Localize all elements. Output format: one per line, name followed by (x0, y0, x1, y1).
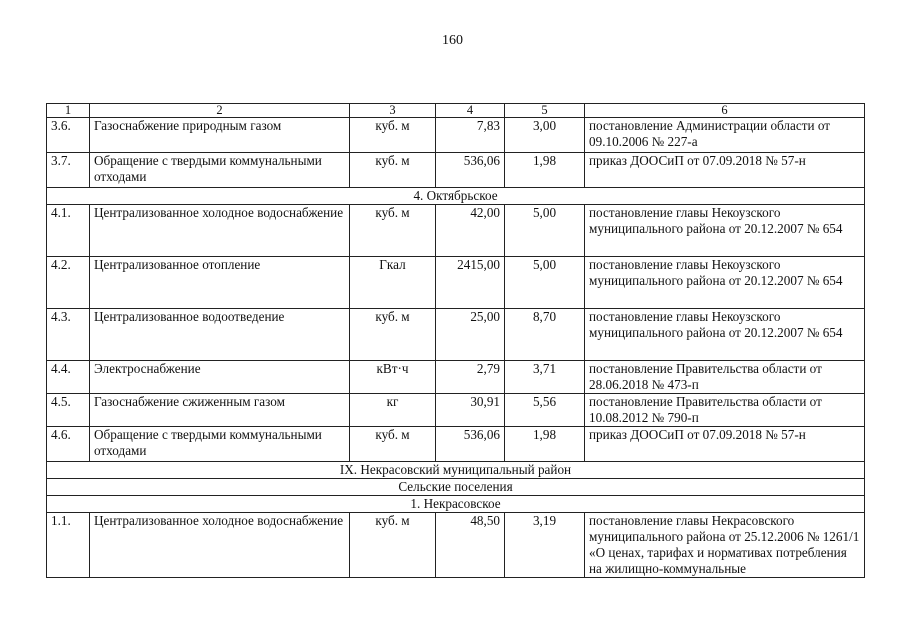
service-name: Газоснабжение природным газом (90, 118, 350, 153)
row-number: 1.1. (47, 513, 90, 578)
row-number: 3.6. (47, 118, 90, 153)
norm-value: 7,83 (436, 118, 505, 153)
service-name: Централизованное холодное водоснабжение (90, 513, 350, 578)
column-number: 1 (47, 104, 90, 118)
section-title: 1. Некрасовское (47, 496, 865, 513)
row-number: 4.3. (47, 309, 90, 361)
legal-basis: постановление главы Некоузского муниципального района от 20.12.2007 № 654 (585, 205, 865, 257)
index-value: 5,00 (505, 205, 585, 257)
index-value: 8,70 (505, 309, 585, 361)
norm-value: 25,00 (436, 309, 505, 361)
index-value: 1,98 (505, 153, 585, 188)
legal-basis: постановление Администрации области от 09.10.2006 № 227-а (585, 118, 865, 153)
index-value: 1,98 (505, 427, 585, 462)
index-value: 5,00 (505, 257, 585, 309)
table-row (47, 427, 865, 462)
service-name: Газоснабжение сжиженным газом (90, 394, 350, 427)
page-number: 160 (442, 33, 463, 48)
row-number: 3.7. (47, 153, 90, 188)
norm-value: 536,06 (436, 153, 505, 188)
norm-value: 2415,00 (436, 257, 505, 309)
unit-of-measure: куб. м (350, 513, 436, 578)
row-number: 4.4. (47, 361, 90, 394)
column-number-row (47, 104, 865, 118)
tariff-table (46, 103, 865, 578)
index-value: 3,00 (505, 118, 585, 153)
section-title: 4. Октябрьское (47, 188, 865, 205)
table-row (47, 513, 865, 578)
legal-basis: постановление главы Некоузского муниципального района от 20.12.2007 № 654 (585, 309, 865, 361)
section-row (47, 496, 865, 513)
legal-basis: постановление Правительства области от 10.08.2012 № 790-п (585, 394, 865, 427)
norm-value: 30,91 (436, 394, 505, 427)
legal-basis: постановление главы Некоузского муниципального района от 20.12.2007 № 654 (585, 257, 865, 309)
column-number: 3 (350, 104, 436, 118)
column-number: 2 (90, 104, 350, 118)
section-title: Сельские поселения (47, 479, 865, 496)
norm-value: 48,50 (436, 513, 505, 578)
legal-basis: приказ ДООСиП от 07.09.2018 № 57-н (585, 153, 865, 188)
unit-of-measure: кг (350, 394, 436, 427)
section-row (47, 462, 865, 479)
unit-of-measure: куб. м (350, 205, 436, 257)
legal-basis: постановление Правительства области от 28.06.2018 № 473-п (585, 361, 865, 394)
column-number: 5 (505, 104, 585, 118)
section-row (47, 188, 865, 205)
service-name: Централизованное водоотведение (90, 309, 350, 361)
legal-basis: приказ ДООСиП от 07.09.2018 № 57-н (585, 427, 865, 462)
table-row (47, 309, 865, 361)
section-row (47, 479, 865, 496)
column-number: 6 (585, 104, 865, 118)
legal-basis: постановление главы Некрасовского муниципального района от 25.12.2006 № 1261/1 «О ценах, тарифах и нормативах потребления на жилищно-коммунальные (585, 513, 865, 578)
row-number: 4.5. (47, 394, 90, 427)
service-name: Централизованное отопление (90, 257, 350, 309)
norm-value: 2,79 (436, 361, 505, 394)
norm-value: 536,06 (436, 427, 505, 462)
index-value: 3,71 (505, 361, 585, 394)
row-number: 4.1. (47, 205, 90, 257)
table-row (47, 153, 865, 188)
table-row (47, 205, 865, 257)
service-name: Электроснабжение (90, 361, 350, 394)
unit-of-measure: кВт·ч (350, 361, 436, 394)
table-row (47, 118, 865, 153)
index-value: 5,56 (505, 394, 585, 427)
norm-value: 42,00 (436, 205, 505, 257)
table-row (47, 361, 865, 394)
table-row (47, 394, 865, 427)
index-value: 3,19 (505, 513, 585, 578)
unit-of-measure: куб. м (350, 309, 436, 361)
service-name: Централизованное холодное водоснабжение (90, 205, 350, 257)
service-name: Обращение с твердыми коммунальными отходами (90, 153, 350, 188)
row-number: 4.6. (47, 427, 90, 462)
unit-of-measure: куб. м (350, 153, 436, 188)
table-row (47, 257, 865, 309)
unit-of-measure: куб. м (350, 118, 436, 153)
section-title: IX. Некрасовский муниципальный район (47, 462, 865, 479)
row-number: 4.2. (47, 257, 90, 309)
unit-of-measure: Гкал (350, 257, 436, 309)
column-number: 4 (436, 104, 505, 118)
service-name: Обращение с твердыми коммунальными отходами (90, 427, 350, 462)
unit-of-measure: куб. м (350, 427, 436, 462)
